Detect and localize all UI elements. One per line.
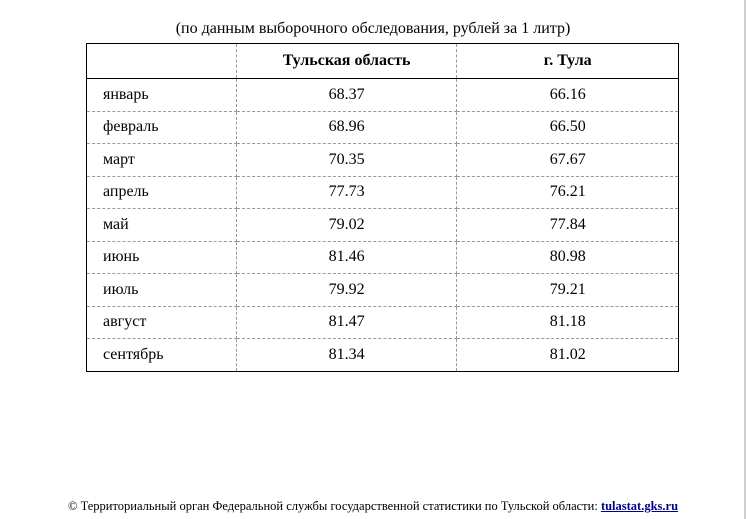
header-tula-region: Тульская область (236, 44, 457, 79)
cell-region-value: 68.96 (236, 111, 457, 144)
cell-month: январь (87, 79, 237, 112)
table-row (87, 339, 679, 372)
footer-text: © Территориальный орган Федеральной службы государственной статистики по Тульской области: (67, 499, 601, 513)
table-row (87, 306, 679, 339)
cell-city-value: 80.98 (457, 241, 679, 274)
table-row (87, 209, 679, 242)
table-row (87, 176, 679, 209)
cell-city-value: 67.67 (457, 144, 679, 177)
cell-region-value: 81.34 (236, 339, 457, 372)
cell-region-value: 81.47 (236, 306, 457, 339)
cell-city-value: 81.02 (457, 339, 679, 372)
cell-month: апрель (87, 176, 237, 209)
cell-month: февраль (87, 111, 237, 144)
price-table (86, 43, 679, 372)
cell-month: март (87, 144, 237, 177)
cell-city-value: 76.21 (457, 176, 679, 209)
header-month (87, 44, 237, 79)
cell-month: сентябрь (87, 339, 237, 372)
cell-region-value: 77.73 (236, 176, 457, 209)
table-header-row (87, 44, 679, 79)
cell-region-value: 79.02 (236, 209, 457, 242)
cell-city-value: 66.50 (457, 111, 679, 144)
cell-region-value: 79.92 (236, 274, 457, 307)
cell-region-value: 68.37 (236, 79, 457, 112)
cell-region-value: 70.35 (236, 144, 457, 177)
cell-city-value: 77.84 (457, 209, 679, 242)
cell-month: июль (87, 274, 237, 307)
table-subtitle: (по данным выборочного обследования, рублей за 1 литр) (175, 20, 571, 37)
cell-city-value: 79.21 (457, 274, 679, 307)
table-row (87, 241, 679, 274)
header-tula-city: г. Тула (457, 44, 679, 79)
table-row (87, 79, 679, 112)
cell-city-value: 81.18 (457, 306, 679, 339)
cell-month: август (87, 306, 237, 339)
footer-link[interactable]: tulastat.gks.ru (600, 499, 679, 513)
footer-copyright (0, 498, 746, 514)
cell-month: июнь (87, 241, 237, 274)
table-row (87, 274, 679, 307)
table-row (87, 111, 679, 144)
cell-city-value: 66.16 (457, 79, 679, 112)
table-row (87, 144, 679, 177)
cell-region-value: 81.46 (236, 241, 457, 274)
cell-month: май (87, 209, 237, 242)
